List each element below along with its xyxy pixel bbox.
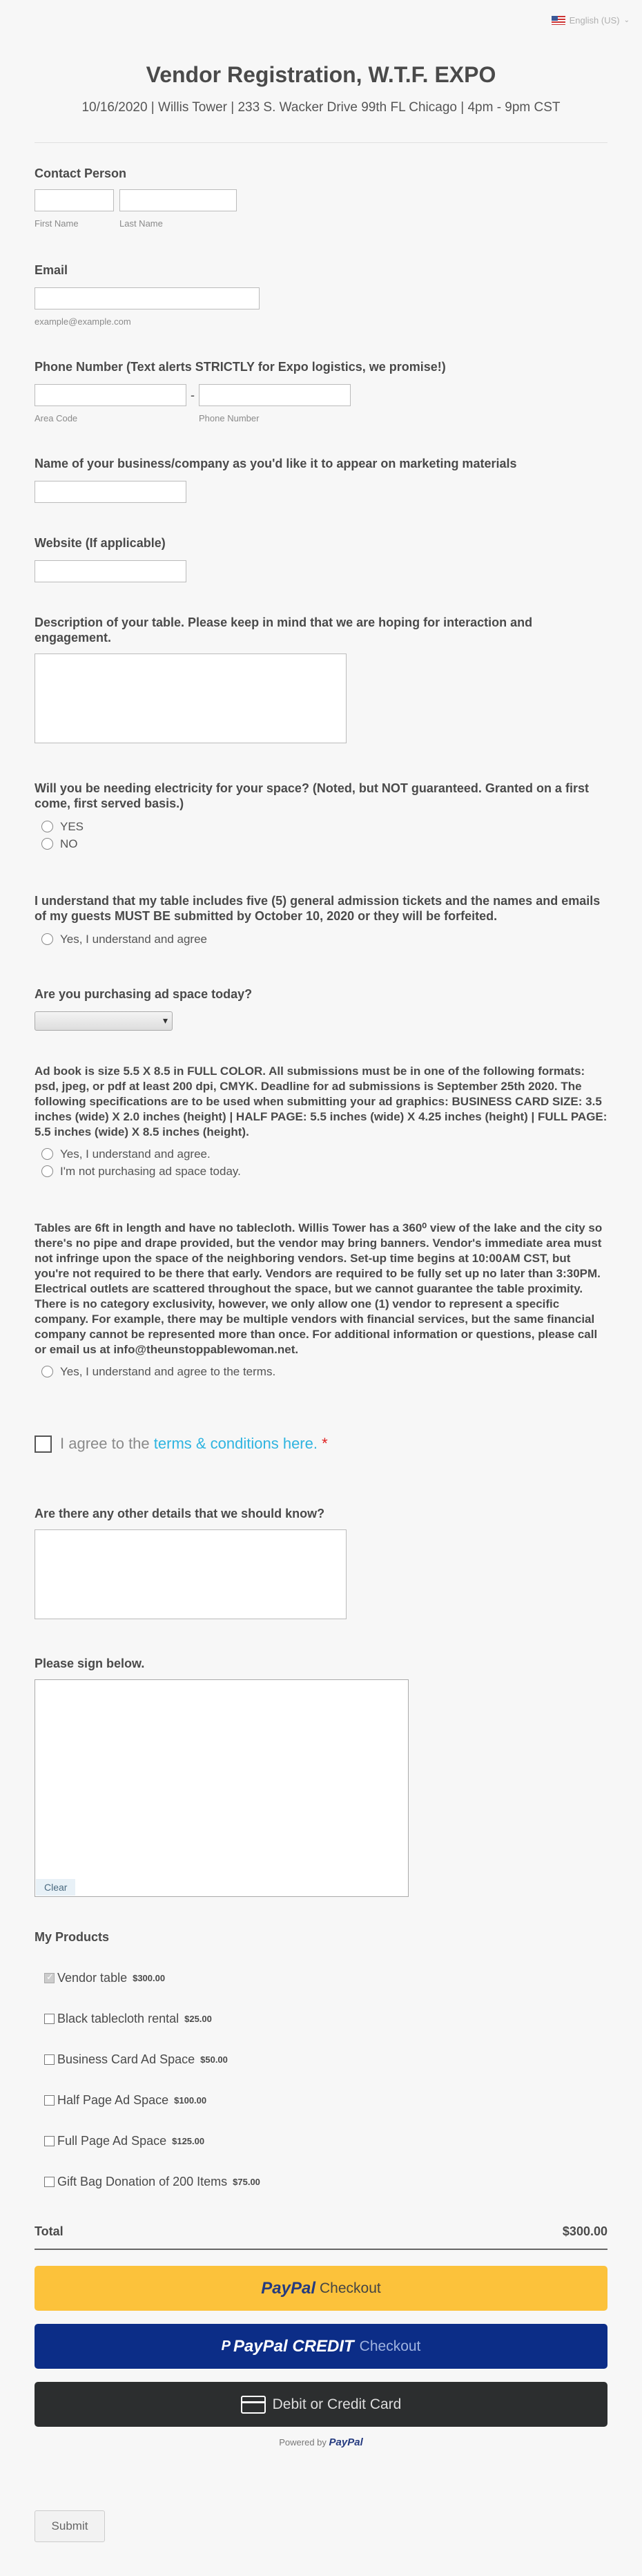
phone-dash: -: [191, 388, 195, 402]
powered-by-paypal: [35, 2436, 607, 2448]
product-name: Full Page Ad Space: [57, 2133, 167, 2148]
total-row: [35, 2224, 607, 2250]
electricity-option-yes[interactable]: [41, 818, 607, 835]
radio-circle[interactable]: [41, 1366, 53, 1377]
product-item[interactable]: [35, 2090, 607, 2110]
tables-agree-label: Yes, I understand and agree to the terms.: [60, 1364, 276, 1378]
paypal-credit-logo: PayPal CREDIT: [233, 2336, 354, 2356]
debit-credit-card-button[interactable]: [35, 2382, 607, 2427]
tickets-field: [35, 893, 607, 948]
product-name: Black tablecloth rental: [57, 2011, 179, 2025]
radio-circle[interactable]: [41, 821, 53, 832]
radio-circle[interactable]: [41, 1165, 53, 1177]
chevron-down-icon: ⌄: [623, 17, 630, 24]
powered-by-text: Powered by: [279, 2437, 327, 2448]
electricity-label: Will you be needing electricity for your space? (Noted, but NOT guaranteed. Granted on a first come, first served basis.): [35, 781, 589, 810]
website-label: Website (If applicable): [35, 536, 166, 550]
phone-number-sublabel: Phone Number: [199, 413, 260, 423]
product-price: $300.00: [133, 1972, 166, 1983]
radio-circle[interactable]: [41, 838, 53, 850]
product-checkbox[interactable]: [44, 2136, 55, 2146]
ad-book-agree-label: Yes, I understand and agree.: [60, 1147, 211, 1161]
credit-card-icon: [241, 2396, 266, 2414]
product-checkbox[interactable]: [44, 2014, 55, 2024]
product-checkbox[interactable]: [44, 2177, 55, 2187]
description-field: [35, 615, 607, 743]
terms-agree-prefix: I agree to the: [60, 1435, 154, 1452]
radio-circle[interactable]: [41, 1148, 53, 1160]
ad-book-option-not-purchasing[interactable]: [41, 1163, 607, 1180]
page-title: Vendor Registration, W.T.F. EXPO: [146, 62, 496, 87]
product-item[interactable]: [35, 2130, 607, 2151]
last-name-input[interactable]: [119, 189, 237, 211]
ad-book-option-agree[interactable]: [41, 1145, 607, 1163]
description-label: Description of your table. Please keep in mind that we are hoping for interaction and engagement.: [35, 616, 533, 645]
tickets-label: I understand that my table includes five (5) general admission tickets and the names and emails of my guests MUST BE submitted by October 10, 2020 or they will be forfeited.: [35, 894, 601, 923]
other-details-label: Are there any other details that we should know?: [35, 1507, 325, 1520]
tickets-agree-label: Yes, I understand and agree: [60, 932, 207, 946]
product-item[interactable]: [35, 2049, 607, 2070]
paypal-credit-text: Checkout: [359, 2338, 421, 2354]
product-price: $25.00: [184, 2013, 212, 2024]
product-price: $100.00: [174, 2095, 207, 2106]
debit-credit-card-text: Debit or Credit Card: [272, 2396, 402, 2412]
product-name: Business Card Ad Space: [57, 2052, 195, 2066]
paypal-logo: PayPal: [261, 2278, 315, 2298]
business-name-input[interactable]: [35, 481, 186, 503]
tables-option-agree[interactable]: [41, 1363, 607, 1380]
paypal-checkout-button[interactable]: [35, 2266, 607, 2311]
other-details-textarea[interactable]: [35, 1529, 347, 1619]
website-field: [35, 535, 607, 586]
paypal-p-icon: P: [221, 2338, 231, 2354]
product-name: Vendor table: [57, 1970, 128, 1985]
electricity-yes-label: YES: [60, 819, 84, 833]
submit-button[interactable]: Submit: [35, 2510, 105, 2542]
product-checkbox[interactable]: [44, 1973, 55, 1983]
electricity-option-no[interactable]: [41, 835, 607, 852]
ad-book-label: Ad book is size 5.5 X 8.5 in FULL COLOR. All submissions must be in one of the following formats: psd, jpeg, or pdf at least 200 dpi, CMYK. Deadline for ad submissions is September 25th 2020. The following specifications are to be used when submitting your ad graphics: BUSINESS CARD SIZE: 3.5 inches (wide) X 2.0 inches (height) | HALF PAGE: 5.5 inches (wide) X 4.25 inches (height) | FULL PAGE: 5.5 inches (wide) X 8.5 inches (height).: [35, 1065, 607, 1138]
powered-by-paypal-logo: PayPal: [329, 2436, 363, 2448]
products-label: My Products: [35, 1930, 110, 1944]
products-section: [35, 1929, 607, 1945]
language-selector[interactable]: [552, 15, 630, 26]
product-price: $75.00: [233, 2176, 260, 2187]
ad-book-field: [35, 1064, 607, 1180]
product-item[interactable]: [35, 1967, 607, 1988]
form-header: [35, 62, 607, 115]
language-label: English (US): [569, 15, 620, 26]
business-name-field: [35, 456, 607, 506]
ad-book-not-purchasing-label: I'm not purchasing ad space today.: [60, 1164, 241, 1178]
product-name: Gift Bag Donation of 200 Items: [57, 2174, 228, 2188]
signature-pad[interactable]: [35, 1679, 409, 1897]
phone-number-input[interactable]: [199, 384, 351, 406]
product-price: $50.00: [200, 2054, 228, 2065]
phone-label: Phone Number (Text alerts STRICTLY for Expo logistics, we promise!): [35, 360, 446, 374]
terms-agree-field: [35, 1435, 607, 1453]
other-details-field: [35, 1506, 607, 1619]
tickets-option-agree[interactable]: [41, 931, 607, 948]
product-checkbox[interactable]: [44, 2095, 55, 2106]
first-name-input[interactable]: [35, 189, 114, 211]
tables-terms-field: [35, 1221, 607, 1380]
products-list: [35, 1967, 607, 2192]
email-sublabel: example@example.com: [35, 316, 131, 327]
total-label: Total: [35, 2224, 64, 2238]
email-input[interactable]: [35, 287, 260, 309]
email-label: Email: [35, 263, 68, 277]
electricity-no-label: NO: [60, 837, 78, 850]
signature-field: [35, 1656, 607, 1897]
product-item[interactable]: [35, 2008, 607, 2029]
last-name-sublabel: Last Name: [119, 218, 163, 229]
terms-conditions-link[interactable]: terms & conditions here.: [153, 1435, 318, 1452]
first-name-sublabel: First Name: [35, 218, 79, 229]
signature-label: Please sign below.: [35, 1657, 145, 1670]
website-input[interactable]: [35, 560, 186, 582]
paypal-credit-button[interactable]: [35, 2324, 607, 2369]
ad-space-label: Are you purchasing ad space today?: [35, 987, 253, 1001]
radio-circle[interactable]: [41, 933, 53, 945]
product-item[interactable]: [35, 2171, 607, 2192]
paypal-checkout-text: Checkout: [320, 2280, 381, 2296]
description-textarea[interactable]: [35, 653, 347, 743]
tables-terms-label: Tables are 6ft in length and have no tablecloth. Willis Tower has a 360⁰ view of the lake and the city so there's no pipe and drape provided, but the vendor may bring banners. Vendor's immediate area must not infringe upon the space of the neighboring vendors. Set-up time begins at 10:00AM CST, but you're not required to be there that early. Vendors are required to be fully set up no later than 3:30PM. Electrical outlets are scattered throughout the space, but we cannot guarantee the table proximity. There is no category exclusivity, however, we only allow one (1) vendor to represent a specific company. For example, there may be multiple vendors with financial services, but the same financial company cannot be represented more than once. For additional information or questions, please call or email us at info@theunstoppablewoman.net.: [35, 1221, 603, 1356]
page-subtitle: 10/16/2020 | Willis Tower | 233 S. Wacker Drive 99th FL Chicago | 4pm - 9pm CST: [81, 100, 561, 115]
product-name: Half Page Ad Space: [57, 2092, 169, 2107]
product-price: $125.00: [172, 2135, 205, 2146]
contact-person-label: Contact Person: [35, 166, 127, 180]
phone-field: [35, 359, 607, 423]
total-value: $300.00: [562, 2224, 607, 2238]
electricity-field: [35, 781, 607, 852]
area-code-input[interactable]: [35, 384, 186, 406]
email-field: [35, 263, 607, 327]
clear-signature-button[interactable]: Clear: [36, 1879, 75, 1896]
area-code-sublabel: Area Code: [35, 413, 78, 423]
business-name-label: Name of your business/company as you'd like it to appear on marketing materials: [35, 457, 517, 470]
ad-space-field: [35, 986, 607, 1031]
ad-space-select[interactable]: [35, 1011, 173, 1031]
contact-person-field: [35, 166, 607, 229]
required-asterisk: *: [322, 1435, 328, 1452]
product-checkbox[interactable]: [44, 2054, 55, 2065]
terms-agree-checkbox[interactable]: [35, 1435, 52, 1453]
header-divider: [35, 142, 607, 143]
us-flag-icon: [552, 16, 565, 25]
